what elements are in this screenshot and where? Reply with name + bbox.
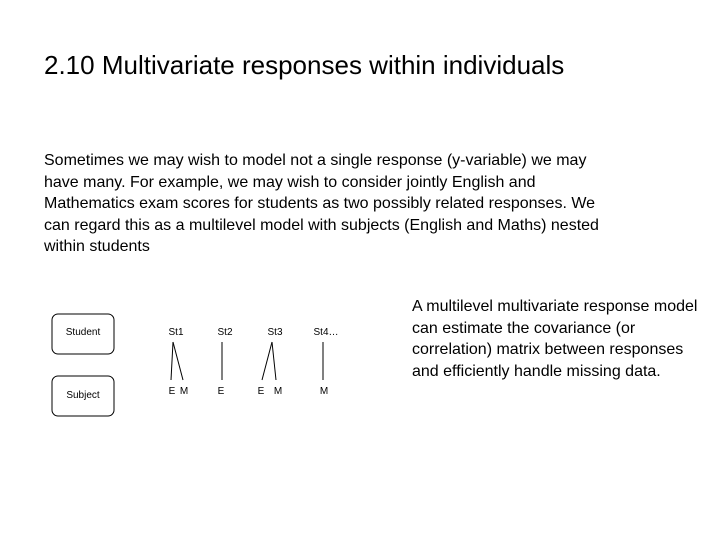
slide-title: 2.10 Multivariate responses within individuals [44,50,565,80]
subject-label-st4-m: M [319,386,329,397]
student-label-st4: St4… [313,327,339,338]
student-label-st1: St1 [168,327,184,338]
subject-label-st1-m: M [179,386,189,397]
hierarchy-diagram [40,300,380,430]
student-label-st3: St3 [267,327,283,338]
subject-label-st2-e: E [217,386,225,397]
connector-st3-e [262,342,272,380]
side-note: A multilevel multivariate response model can estimate the covariance (or correlation) matrix between responses and efficiently handle missing data. [412,298,698,380]
level-label-student: Student [65,327,101,338]
body-paragraph: Sometimes we may wish to model not a single response (y-variable) we may have many. For example, we may wish to consider jointly English and Mathematics exam scores for students as two possibly related responses. We can regard this as a multilevel model with subjects (English and Maths) nested within students [44,152,599,255]
student-label-st2: St2 [217,327,233,338]
subject-label-st1-e: E [168,386,176,397]
connector-st1-m [173,342,183,380]
level-label-subject: Subject [66,390,100,401]
connector-st3-m [272,342,276,380]
connector-st1-e [171,342,173,380]
subject-label-st3-m: M [273,386,283,397]
diagram-shapes [40,300,380,430]
subject-label-st3-e: E [257,386,265,397]
